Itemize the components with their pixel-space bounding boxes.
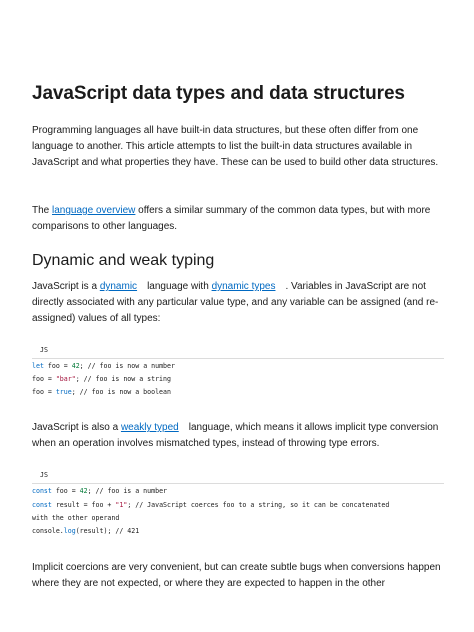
code-keyword: let: [32, 362, 44, 370]
dynamic-link[interactable]: dynamic: [99, 281, 138, 292]
code-text: foo =: [43, 362, 72, 370]
code-line: [32, 514, 119, 523]
language-overview-link[interactable]: language overview: [52, 205, 136, 216]
code-string: "1": [115, 501, 128, 509]
code-line: [32, 375, 171, 384]
code-comment: ; // foo is now a number: [79, 362, 175, 370]
code-comment: ; // foo is a number: [87, 487, 168, 495]
intro-paragraph: Programming languages all have built-in data structures, but these often differ from one language to another. This article attempts to list the built-in data structures available in JavaScript and what properties they have. These can be used to build other data structures.: [32, 125, 439, 168]
overview-paragraph: [32, 203, 444, 235]
overview-text-after: offers a similar summary of the common data types, but with more comparisons to other languages.: [32, 205, 431, 232]
weak-text-before: JavaScript is also a: [32, 422, 121, 433]
code-block-weak: [32, 471, 444, 541]
code-line: [32, 501, 389, 510]
code-line: [32, 527, 139, 536]
code-comment: (result); // 421: [75, 527, 140, 535]
weakly-typed-link[interactable]: weakly typed: [120, 422, 179, 433]
weak-text-after: language, which means it allows implicit type conversion when an operation involves mismatched types, instead of throwing type errors.: [32, 422, 439, 449]
code-divider: [32, 358, 444, 359]
dynamic-text-before: JavaScript is a: [32, 281, 100, 292]
code-string: "bar": [55, 375, 76, 383]
code-number: 42: [79, 487, 88, 495]
code-text: result = foo +: [51, 501, 116, 509]
code-language-label: JS: [40, 346, 48, 354]
dynamic-paragraph: [32, 279, 444, 327]
code-text: foo =: [32, 375, 56, 383]
code-comment: ; // foo is now a string: [75, 375, 171, 383]
code-text: foo =: [32, 388, 56, 396]
code-number: 42: [71, 362, 80, 370]
page-title: JavaScript data types and data structures: [32, 83, 405, 104]
code-keyword: const: [32, 487, 52, 495]
code-line: [32, 362, 175, 371]
dynamic-text-middle: language with: [147, 281, 212, 292]
code-keyword: const: [32, 501, 52, 509]
dynamic-types-link[interactable]: dynamic types: [211, 281, 276, 292]
code-line: [32, 388, 171, 397]
dynamic-text-after: . Variables in JavaScript are not directly associated with any particular value type, and any variable can be assigned (and re-assigned) values of all types:: [32, 281, 439, 324]
code-boolean: true: [55, 388, 72, 396]
code-comment: ; // foo is now a boolean: [71, 388, 171, 396]
section-heading-dynamic-typing: Dynamic and weak typing: [32, 252, 215, 269]
code-divider: [32, 483, 444, 484]
code-comment: with the other operand: [32, 514, 120, 522]
closing-paragraph: Implicit coercions are very convenient, but can create subtle bugs when conversions happen where they are not expected, or where they are expected to happen in the other: [32, 562, 441, 589]
code-function: log: [63, 527, 76, 535]
code-language-label: JS: [40, 471, 48, 479]
code-block-dynamic: [32, 346, 444, 406]
code-comment: ; // JavaScript coerces foo to a string, so it can be concatenated: [127, 501, 390, 509]
code-text: foo =: [51, 487, 80, 495]
weak-typing-paragraph: [32, 420, 444, 452]
overview-text-before: The: [32, 205, 53, 216]
code-line: [32, 487, 167, 496]
code-text: console.: [32, 527, 64, 535]
